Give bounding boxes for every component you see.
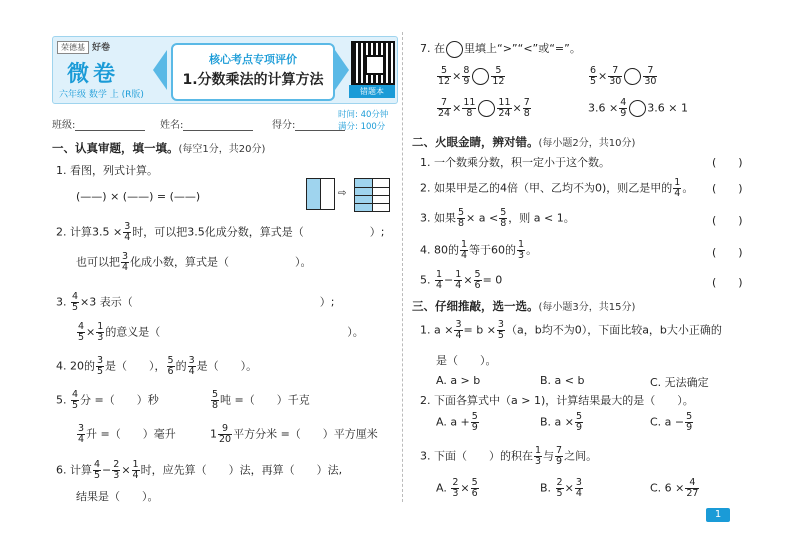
choice-1-option-a[interactable]: A. a > b <box>436 374 481 387</box>
name-field: 姓名: <box>160 116 253 131</box>
choice-2-option-c[interactable]: C. a − $\frac{5}{9}$ <box>650 411 693 433</box>
judge-2-answer[interactable]: ( ) <box>712 182 743 195</box>
class-field: 班级: <box>52 116 145 131</box>
qr-code-icon[interactable] <box>351 41 395 85</box>
choice-3-option-a[interactable]: A. $\frac{2}{3}$ × $\frac{5}{6}$ <box>436 477 478 499</box>
title-box <box>171 43 335 101</box>
choice-3: 3. 下面（ ）的积在 $\frac{1}{3}$ 与 $\frac{7}{9}$ 之间。 <box>420 445 598 467</box>
fraction-figure-left <box>306 178 334 210</box>
judge-3: 3. 如果 $\frac{5}{8}$ × a < $\frac{5}{8}$ ，则 a < 1。 <box>420 207 575 229</box>
q7-item-c: $\frac{7}{24}$ × $\frac{11}{8}$ $\frac{11}{24}$ × $\frac{7}{8}$ <box>438 97 530 119</box>
q7-item-a: $\frac{5}{12}$ × $\frac{8}{9}$ $\frac{5}{12}$ <box>438 65 505 87</box>
choice-1b: 是（ ）。 <box>436 354 497 367</box>
grade-label: 六年级 数学 上 (R版) <box>59 90 144 100</box>
q7-item-d: 3.6 × $\frac{4}{9}$ 3.6 × 1 <box>588 97 688 119</box>
s1-q5b: $\frac{3}{4}$ 升 =（ ）毫升 <box>78 423 176 445</box>
subtitle: 核心考点专项评价 <box>209 53 297 66</box>
choice-2-option-a[interactable]: A. a + $\frac{5}{9}$ <box>436 411 478 433</box>
s1-q1: 1. 看图，列式计算。 <box>56 164 158 177</box>
page-title: 1.分数乘法的计算方法 <box>182 72 324 88</box>
s1-q5a: 5. $\frac{4}{5}$ 分 =（ ）秒 <box>56 389 159 411</box>
judge-1: 1. 一个数乘分数，积一定小于这个数。 <box>420 156 610 169</box>
s1-q1-equation: (——) × (——) = (——) <box>76 190 201 203</box>
full-score: 满分: 100分 <box>338 122 386 132</box>
header-banner <box>52 36 398 104</box>
chevron-right-icon <box>335 50 349 90</box>
judge-3-answer[interactable]: ( ) <box>712 214 743 227</box>
q7-instruction: 7. 在 里填上“>”“<”或“=”。 <box>420 40 581 58</box>
s1-q3a: 3. $\frac{4}{5}$ ×3 表示（ ）; <box>56 291 335 313</box>
section1-heading: 一、认真审题，填一填。(每空1分，共20分) <box>52 141 266 155</box>
s1-q6b: 结果是（ ）。 <box>76 490 159 503</box>
score-field: 得分: <box>272 116 345 131</box>
s1-q6: 6. 计算 $\frac{4}{5}$ − $\frac{2}{3}$ × $\frac{1}{4}$ 时，应先算（ ）法，再算（ ）法, <box>56 459 343 481</box>
judge-1-answer[interactable]: ( ) <box>712 156 743 169</box>
judge-4-answer[interactable]: ( ) <box>712 246 743 259</box>
brand-title: 微卷 <box>67 62 120 87</box>
choice-3-option-b[interactable]: B. $\frac{2}{5}$ × $\frac{3}{4}$ <box>540 477 582 499</box>
q7-item-b: $\frac{6}{5}$ × $\frac{7}{30}$ $\frac{7}{30}$ <box>590 65 657 87</box>
choice-2: 2. 下面各算式中（a > 1)，计算结果最大的是（ ）。 <box>420 394 694 407</box>
judge-4: 4. 80的 $\frac{1}{4}$ 等于60的 $\frac{1}{3}$ 。 <box>420 239 538 261</box>
column-divider <box>402 32 403 502</box>
judge-5: 5. $\frac{1}{4}$ − $\frac{1}{4}$ × $\frac{5}{6}$ = 0 <box>420 269 503 291</box>
s1-q5a-right: $\frac{5}{8}$ 吨 =（ ）千克 <box>212 389 310 411</box>
s1-q5b-right: 1 $\frac{9}{20}$ 平方分米 =（ ）平方厘米 <box>210 423 378 445</box>
s1-q2b: 也可以把 $\frac{3}{4}$ 化成小数，算式是（ ）。 <box>76 251 312 273</box>
s1-q4: 4. 20的 $\frac{3}{5}$ 是（ ）， $\frac{5}{6}$ 的 $\frac{3}{4}$ 是（ ）。 <box>56 355 258 377</box>
fraction-figure-right <box>354 178 390 212</box>
time-limit: 时间: 40分钟 <box>338 110 389 120</box>
s1-q3b: $\frac{4}{5}$ × $\frac{1}{3}$ 的意义是（ ）。 <box>78 321 364 343</box>
choice-1: 1. a × $\frac{3}{4}$ = b × $\frac{3}{5}$ （a，b均不为0），下面比较a，b大小正确的 <box>420 319 722 341</box>
choice-3-option-c[interactable]: C. 6 × $\frac{4}{27}$ <box>650 477 699 499</box>
arrow-right-icon: ⇨ <box>338 188 347 199</box>
section3-heading: 三、仔细推敲，选一选。(每小题3分，共15分) <box>412 299 636 313</box>
judge-2: 2. 如果甲是乙的4倍（甲、乙均不为0)，则乙是甲的 $\frac{1}{4}$ 。 <box>420 177 694 199</box>
chevron-left-icon <box>153 50 167 90</box>
page-number: 1 <box>706 508 730 522</box>
choice-2-option-b[interactable]: B. a × $\frac{5}{9}$ <box>540 411 583 433</box>
section2-heading: 二、火眼金睛，辨对错。(每小题2分，共10分) <box>412 135 636 149</box>
choice-1-option-b[interactable]: B. a < b <box>540 374 585 387</box>
qr-label: 错题本 <box>349 85 395 98</box>
publisher-logo: 荣德基 好卷 <box>57 40 110 54</box>
choice-1-option-c[interactable]: C. 无法确定 <box>650 376 709 389</box>
judge-5-answer[interactable]: ( ) <box>712 276 743 289</box>
s1-q2a: 2. 计算3.5 × $\frac{3}{4}$ 时，可以把3.5化成分数，算式是（ ）; <box>56 221 385 243</box>
